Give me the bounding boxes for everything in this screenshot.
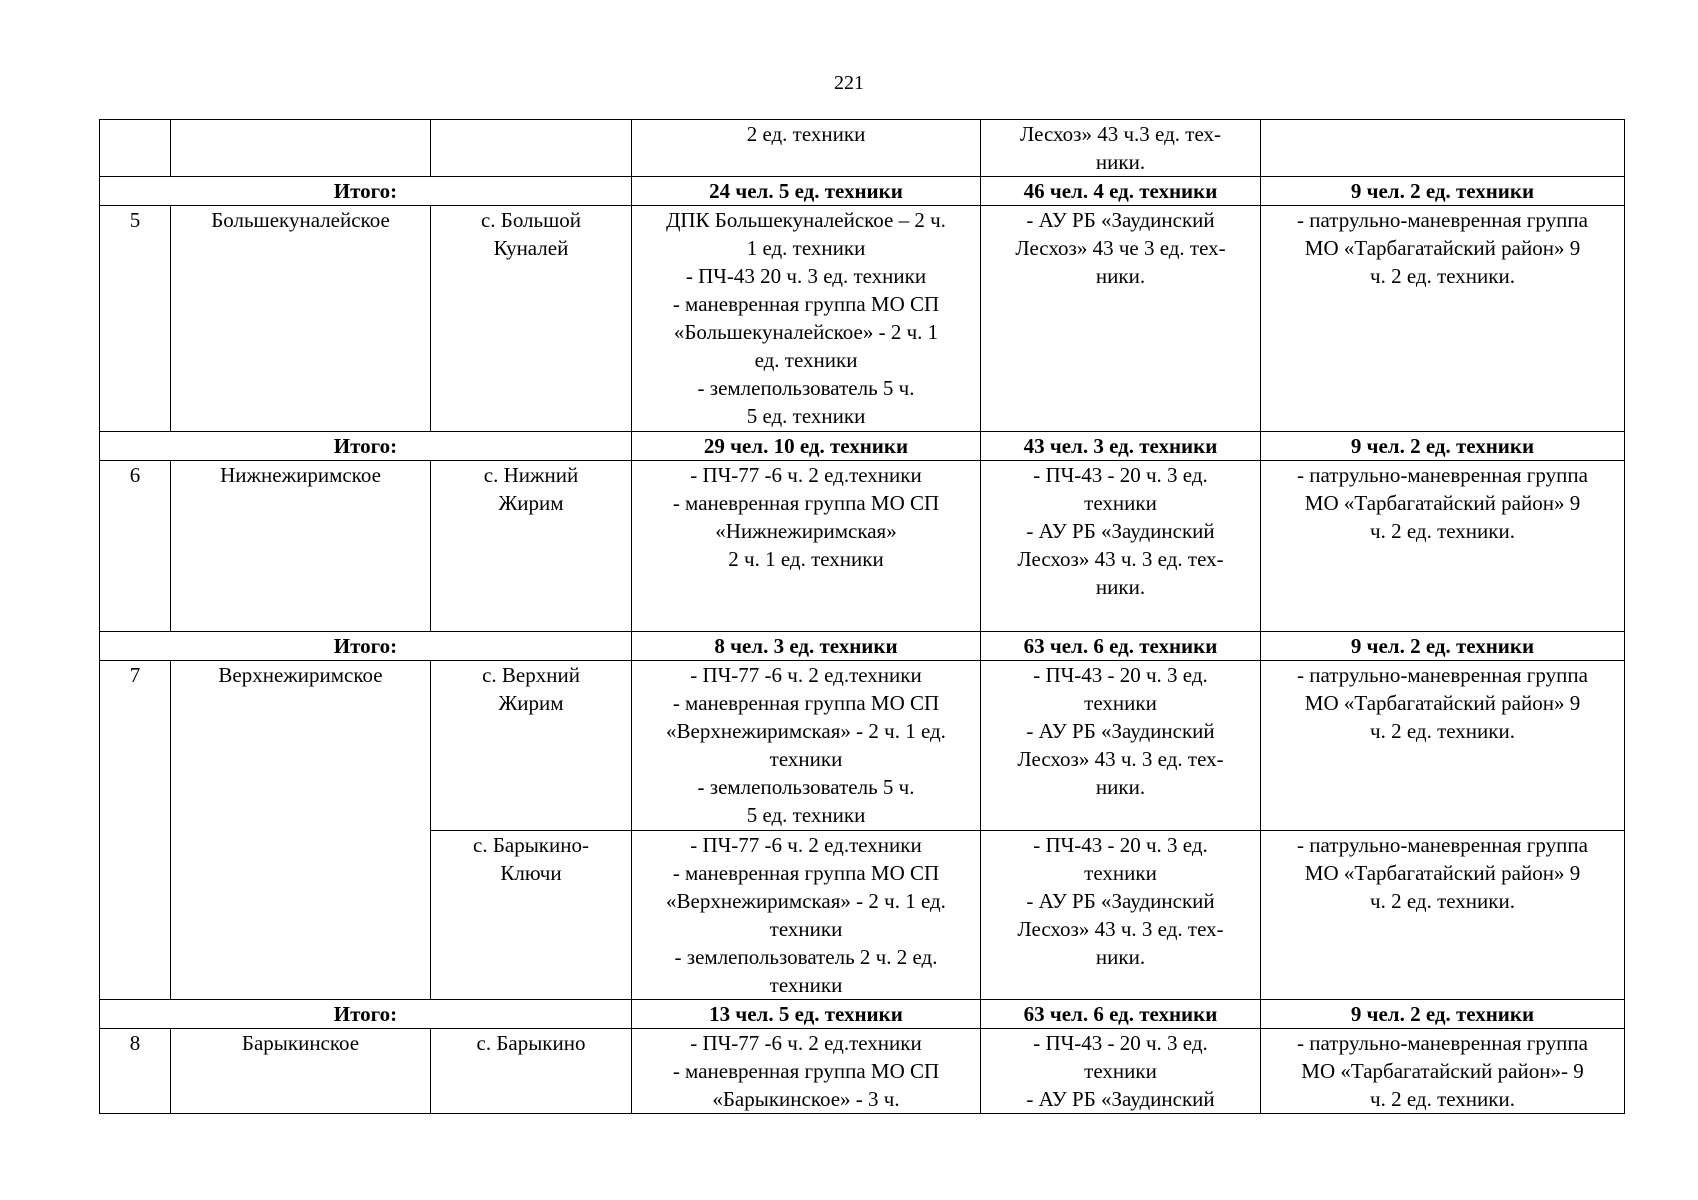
cell-name: Нижнежиримское [171, 461, 431, 632]
total-forces: 13 чел. 5 ед. техники [632, 1000, 981, 1029]
cell-district: - патрульно-маневренная группа МО «Тарбагатайский район» 9 ч. 2 ед. техники. [1261, 661, 1625, 831]
cell-settlement: с. Нижний Жирим [431, 461, 632, 632]
cell-num [100, 120, 171, 177]
table-row [100, 206, 1625, 432]
cell-forces: - ПЧ-77 -6 ч. 2 ед.техники - маневренная группа МО СП «Барыкинское» - 3 ч. [632, 1029, 981, 1114]
cell-forces: - ПЧ-77 -6 ч. 2 ед.техники - маневренная группа МО СП «Верхнежиримская» - 2 ч. 1 ед. техники - землепользователь 2 ч. 2 ед. техники [632, 831, 981, 1000]
table-row [100, 661, 1625, 831]
total-label: Итого: [100, 177, 632, 206]
cell-district: - патрульно-маневренная группа МО «Тарбагатайский район» 9 ч. 2 ед. техники. [1261, 206, 1625, 432]
cell-reserve: - АУ РБ «Заудинский Лесхоз» 43 че 3 ед. тех- ники. [981, 206, 1261, 432]
total-row [100, 632, 1625, 661]
cell-reserve: - ПЧ-43 - 20 ч. 3 ед. техники - АУ РБ «Заудинский Лесхоз» 43 ч. 3 ед. тех- ники. [981, 831, 1261, 1000]
cell-settlement: с. Барыкино- Ключи [431, 831, 632, 1000]
total-district: 9 чел. 2 ед. техники [1261, 177, 1625, 206]
total-reserve: 46 чел. 4 ед. техники [981, 177, 1261, 206]
cell-settlement: с. Барыкино [431, 1029, 632, 1114]
cell-settlement: с. Большой Куналей [431, 206, 632, 432]
total-reserve: 63 чел. 6 ед. техники [981, 1000, 1261, 1029]
cell-num: 8 [100, 1029, 171, 1114]
cell-reserve: - ПЧ-43 - 20 ч. 3 ед. техники - АУ РБ «Заудинский [981, 1029, 1261, 1114]
cell-name: Верхнежиримское [171, 661, 431, 1000]
table-row [100, 120, 1625, 177]
cell-name [171, 120, 431, 177]
table-row [100, 1029, 1625, 1114]
cell-forces: ДПК Большекуналейское – 2 ч. 1 ед. техники - ПЧ-43 20 ч. 3 ед. техники - маневренная группа МО СП «Большекуналейское» - 2 ч. 1 ед. техники - землепользователь 5 ч. 5 ед. техники [632, 206, 981, 432]
cell-district [1261, 120, 1625, 177]
total-forces: 8 чел. 3 ед. техники [632, 632, 981, 661]
total-label: Итого: [100, 1000, 632, 1029]
total-label: Итого: [100, 432, 632, 461]
cell-name: Большекуналейское [171, 206, 431, 432]
cell-forces: - ПЧ-77 -6 ч. 2 ед.техники - маневренная группа МО СП «Верхнежиримская» - 2 ч. 1 ед. техники - землепользователь 5 ч. 5 ед. техники [632, 661, 981, 831]
cell-district: - патрульно-маневренная группа МО «Тарбагатайский район» 9 ч. 2 ед. техники. [1261, 831, 1625, 1000]
total-label: Итого: [100, 632, 632, 661]
table-row [100, 461, 1625, 632]
cell-name: Барыкинское [171, 1029, 431, 1114]
cell-district: - патрульно-маневренная группа МО «Тарбагатайский район»- 9 ч. 2 ед. техники. [1261, 1029, 1625, 1114]
total-forces: 29 чел. 10 ед. техники [632, 432, 981, 461]
total-district: 9 чел. 2 ед. техники [1261, 632, 1625, 661]
cell-num: 6 [100, 461, 171, 632]
total-forces: 24 чел. 5 ед. техники [632, 177, 981, 206]
page-number: 221 [834, 72, 864, 94]
cell-num: 5 [100, 206, 171, 432]
cell-settlement [431, 120, 632, 177]
total-reserve: 63 чел. 6 ед. техники [981, 632, 1261, 661]
cell-reserve: - ПЧ-43 - 20 ч. 3 ед. техники - АУ РБ «Заудинский Лесхоз» 43 ч. 3 ед. тех- ники. [981, 661, 1261, 831]
total-reserve: 43 чел. 3 ед. техники [981, 432, 1261, 461]
cell-settlement: с. Верхний Жирим [431, 661, 632, 831]
cell-reserve: Лесхоз» 43 ч.3 ед. тех- ники. [981, 120, 1261, 177]
cell-forces: - ПЧ-77 -6 ч. 2 ед.техники - маневренная группа МО СП «Нижнежиримская» 2 ч. 1 ед. техники [632, 461, 981, 632]
total-district: 9 чел. 2 ед. техники [1261, 432, 1625, 461]
total-row [100, 177, 1625, 206]
total-row [100, 432, 1625, 461]
total-district: 9 чел. 2 ед. техники [1261, 1000, 1625, 1029]
total-row [100, 1000, 1625, 1029]
cell-forces: 2 ед. техники [632, 120, 981, 177]
cell-reserve: - ПЧ-43 - 20 ч. 3 ед. техники - АУ РБ «Заудинский Лесхоз» 43 ч. 3 ед. тех- ники. [981, 461, 1261, 632]
cell-num: 7 [100, 661, 171, 1000]
cell-district: - патрульно-маневренная группа МО «Тарбагатайский район» 9 ч. 2 ед. техники. [1261, 461, 1625, 632]
forces-table [99, 119, 1625, 1114]
